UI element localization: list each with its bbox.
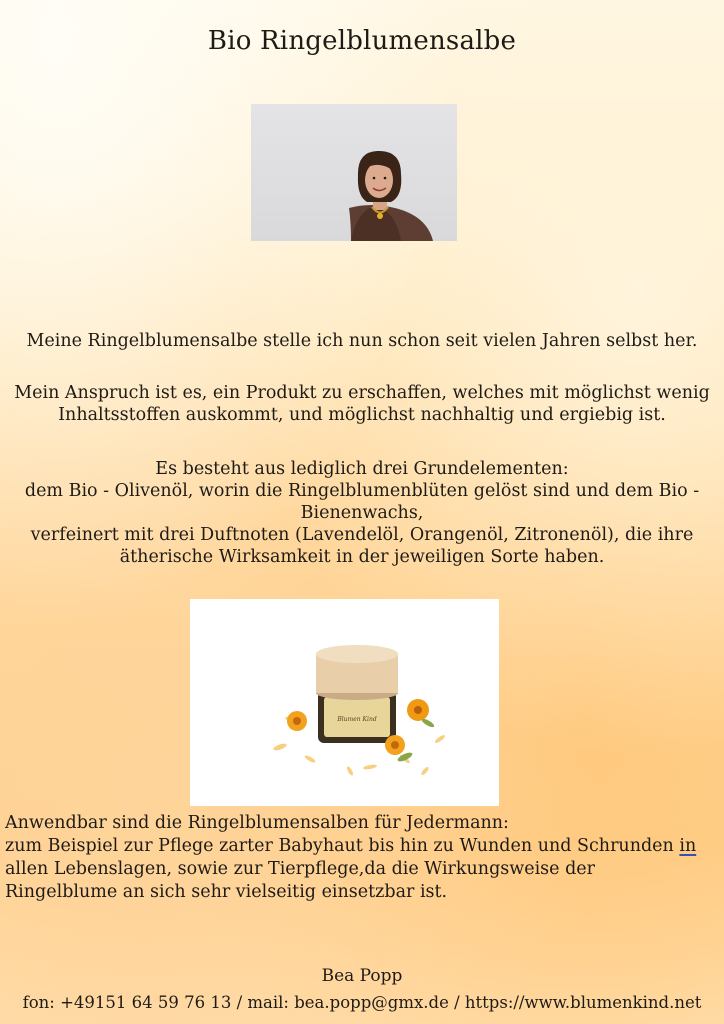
claim-line-1: Mein Anspruch ist es, ein Produkt zu erschaffen, welches mit möglichst wenig [14,383,710,403]
author-name: Bea Popp [321,966,403,986]
usage-line-1: Anwendbar sind die Ringelblumensalben für Jedermann: [5,813,509,833]
usage-line-2 [5,835,705,858]
woman-portrait-image [251,104,457,241]
claim-paragraph [0,382,724,426]
intro-paragraph: Meine Ringelblumensalbe stelle ich nun schon seit vielen Jahren selbst her. [26,331,698,351]
jar-label-text: Blumen Kind [337,716,377,723]
ingredients-line-1: Es besteht aus lediglich drei Grundelementen: [155,459,569,479]
ingredients-line-4: verfeinert mit drei Duftnoten (Lavendelöl, Orangenöl, Zitronenöl), die ihre [30,525,694,545]
ingredients-line-5: ätherische Wirksamkeit in der jeweiligen Sorte haben. [119,547,605,567]
page-title: Bio Ringelblumensalbe [207,26,517,56]
usage-line-2-text: zum Beispiel zur Pflege zarter Babyhaut bis hin zu Wunden und Schrunden [5,836,680,856]
contact-line: fon: +49151 64 59 76 13 / mail: bea.popp@gmx.de / https://www.blumenkind.net [22,993,702,1012]
usage-line-4: Ringelblume an sich sehr vielseitig einsetzbar ist. [5,882,448,902]
salve-jar-image [190,599,499,806]
usage-line-3: allen Lebenslagen, sowie zur Tierpflege,da die Wirkungsweise der [5,859,596,879]
ingredients-line-2: dem Bio - Olivenöl, worin die Ringelblumenblüten gelöst sind und dem Bio - [24,481,700,501]
ingredients-line-3: Bienenwachs, [300,503,424,523]
calendula-flower-left [287,711,307,731]
calendula-flower-right [407,699,429,721]
usage-paragraph [5,812,705,904]
claim-line-2: Inhaltsstoffen auskommt, und möglichst nachhaltig und ergiebig ist. [58,405,666,425]
calendula-flower-bottom [385,735,405,755]
product-photo [190,599,499,806]
ingredients-paragraph [0,458,724,568]
usage-line-2-underlined: in [679,836,697,856]
portrait-photo [251,104,457,241]
